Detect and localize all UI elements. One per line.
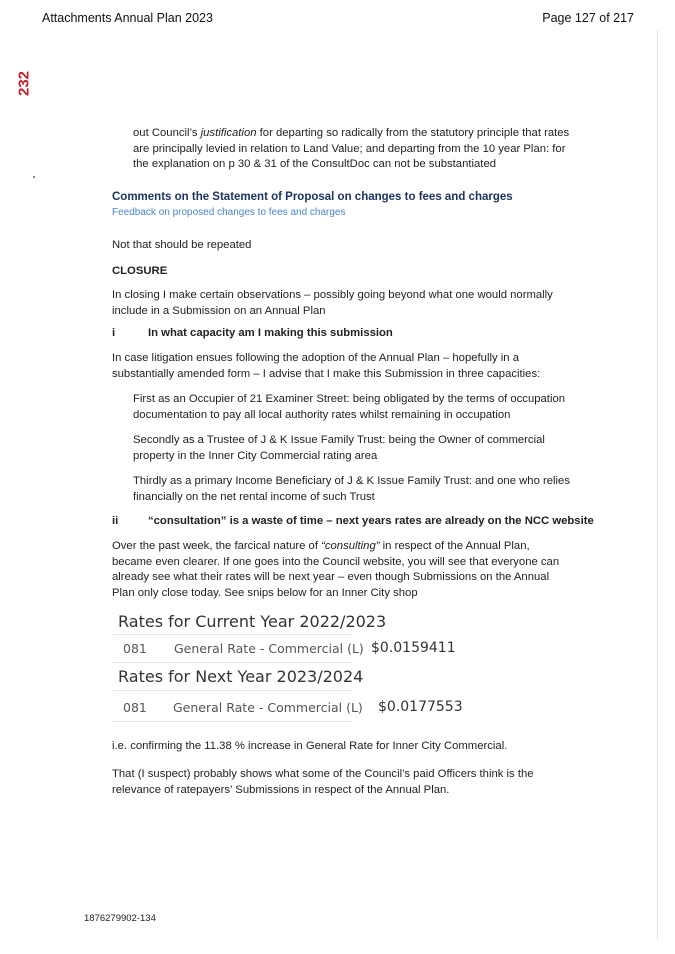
document-id: 1876279902-134 — [84, 913, 156, 924]
rates-next-title: Rates for Next Year 2023/2024 — [118, 667, 364, 686]
suspect-paragraph: That (I suspect) probably shows what some of the Council’s paid Officers think is the relevance of ratepayers’ Submissions in respect of the Annual Plan. — [112, 768, 534, 796]
rates-current-title: Rates for Current Year 2022/2023 — [118, 612, 387, 631]
rates-current-description: General Rate - Commercial (L) — [174, 641, 364, 656]
snip-divider — [113, 634, 353, 635]
consulting-text-start: Over the past week, the farcical nature of — [112, 540, 322, 552]
intro-paragraph — [133, 126, 573, 173]
document-header-title: Attachments Annual Plan 2023 — [42, 11, 213, 25]
intro-emphasis: justification — [200, 127, 257, 139]
rates-current-code: 081 — [123, 641, 147, 656]
capacities-intro: In case litigation ensues following the adoption of the Annual Plan – hopefully in a substantially amended form – I advise that I make this Submission in three capacities: — [112, 352, 541, 380]
section-title: Comments on the Statement of Proposal on changes to fees and charges — [112, 191, 513, 203]
capacity-item: Secondly as a Trustee of J & K Issue Family Trust: being the Owner of commercial property in the Inner City Commercial rating area — [133, 434, 545, 462]
scan-mark — [33, 176, 35, 178]
heading-consultation-number: ii — [112, 515, 119, 527]
not-repeated-text: Not that should be repeated — [112, 239, 252, 251]
snip-divider — [113, 662, 353, 663]
snip-divider — [113, 721, 353, 722]
rates-next-description: General Rate - Commercial (L) — [173, 700, 363, 715]
confirming-text: i.e. confirming the 11.38 % increase in General Rate for Inner City Commercial. — [112, 740, 508, 752]
intro-text-start: out Council’s — [133, 127, 201, 139]
heading-capacity-number: i — [112, 327, 116, 339]
side-page-number: 232 — [15, 70, 33, 96]
heading-capacity-text: In what capacity am I making this submission — [148, 327, 393, 339]
consulting-paragraph — [112, 539, 564, 601]
heading-consultation — [112, 515, 594, 527]
closing-paragraph: In closing I make certain observations – possibly going beyond what one would normally include in a Submission on an Annual Plan — [112, 289, 553, 317]
closure-heading: CLOSURE — [112, 265, 168, 277]
section-subtitle: Feedback on proposed changes to fees and charges — [112, 207, 346, 218]
capacity-item: First as an Occupier of 21 Examiner Street: being obligated by the terms of occupation documentation to pay all local authority rates whilst remaining in occupation — [133, 393, 566, 421]
page-edge-rule — [657, 30, 658, 940]
consulting-emphasis: “consulting” — [321, 540, 380, 552]
page-number: Page 127 of 217 — [542, 11, 634, 25]
rates-next-value: $0.0177553 — [378, 699, 463, 715]
rates-next-code: 081 — [123, 700, 147, 715]
capacity-item: Thirdly as a primary Income Beneficiary of J & K Issue Family Trust: and one who relies financially on the net rental income of such Trust — [133, 475, 570, 503]
consulting-text-end: in respect of the Annual Plan, became even clearer. If one goes into the Council website, you will see that everyone can already see what their rates will be next year – even though Submissions on the Annual Plan only close today. See snips below for an Inner City shop — [112, 540, 560, 599]
intro-text-end: for departing so radically from the statutory principle that rates are principally levied in relation to Land Value; and departing from the 10 year Plan: for the explanation on p 30 & 31 of the ConsultDoc can not be substantiated — [133, 127, 570, 170]
snip-divider — [113, 690, 353, 691]
heading-consultation-text: “consultation” is a waste of time – next years rates are already on the NCC website — [148, 515, 594, 527]
rates-current-value: $0.0159411 — [371, 640, 456, 656]
heading-capacity — [112, 327, 393, 339]
